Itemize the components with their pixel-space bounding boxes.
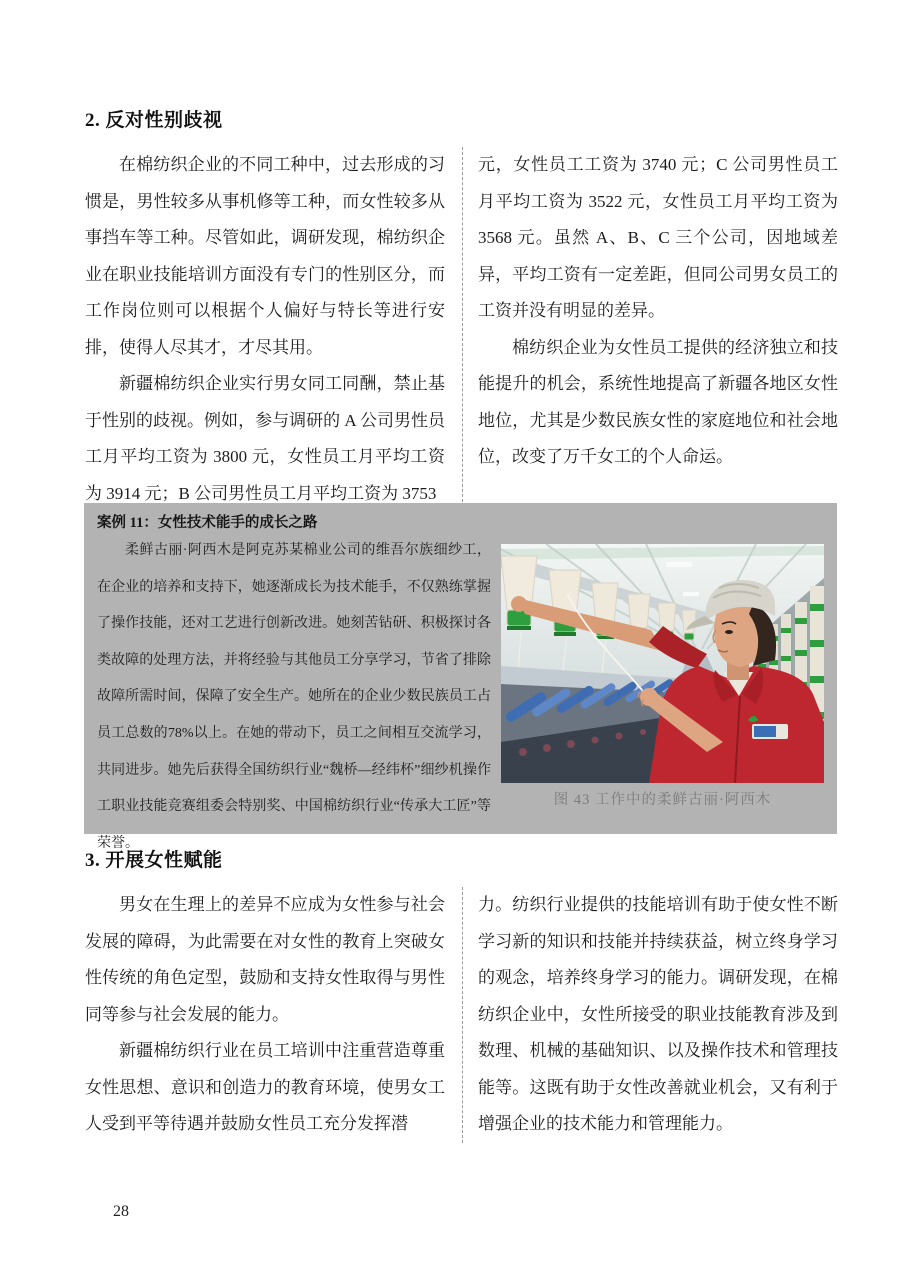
section-women-empowerment bbox=[85, 848, 838, 1143]
case-study-box bbox=[84, 503, 837, 851]
paragraph: 力。纺织行业提供的技能培训有助于使女性不断学习新的知识和技能并持续获益，树立终身学习的观念，培养终身学习的能力。调研发现，在棉纺织企业中，女性所接受的职业技能教育涉及到数理、机械的基础知识、以及操作技术和管理技能等。这既有助于女性改善就业机会，又有利于增强企业的技术能力和管理能力。 bbox=[478, 895, 838, 1133]
paragraph: 新疆棉纺织企业实行男女同工同酬，禁止基于性别的歧视。例如，参与调研的 A 公司男性员工月平均工资为 3800 元，女性员工月平均工资为 3914 元；B 公司男性员工月平均工资为 3753 bbox=[85, 374, 445, 503]
paragraph: 棉纺织企业为女性员工提供的经济独立和技能提升的机会，系统性地提高了新疆各地区女性地位，尤其是少数民族女性的家庭地位和社会地位，改变了万千女工的个人命运。 bbox=[478, 337, 838, 466]
left-column bbox=[85, 147, 445, 512]
section-3-heading: 3. 开展女性赋能 bbox=[85, 850, 223, 871]
column-divider bbox=[462, 887, 463, 1143]
right-column bbox=[478, 887, 838, 1143]
case-figure bbox=[501, 533, 824, 862]
case-content bbox=[97, 533, 824, 862]
paragraph: 新疆棉纺织行业在员工培训中注重营造尊重女性思想、意识和创造力的教育环境，使男女工人受到平等待遇并鼓励女性员工充分发挥潜 bbox=[85, 1041, 445, 1133]
factory-worker-photo bbox=[501, 544, 824, 783]
right-column bbox=[478, 147, 838, 512]
two-column-layout bbox=[85, 887, 838, 1143]
paragraph: 男女在生理上的差异不应成为女性参与社会发展的障碍，为此需要在对女性的教育上突破女性传统的角色定型，鼓励和支持女性取得与男性同等参与社会发展的能力。 bbox=[85, 895, 445, 1024]
case-title: 案例 11：女性技术能手的成长之路 bbox=[97, 515, 318, 531]
page-number: 28 bbox=[113, 1203, 129, 1220]
column-divider bbox=[462, 147, 463, 512]
paragraph: 在棉纺织企业的不同工种中，过去形成的习惯是，男性较多从事机修等工种，而女性较多从事挡车等工种。尽管如此，调研发现，棉纺织企业在职业技能培训方面没有专门的性别区分，而工作岗位则可以根据个人偏好与特长等进行安排，使得人尽其才，才尽其用。 bbox=[85, 155, 445, 357]
left-column bbox=[85, 887, 445, 1143]
case-body-text: 柔鲜古丽·阿西木是阿克苏某棉业公司的维吾尔族细纱工，在企业的培养和支持下，她逐渐成长为技术能手，不仅熟练掌握了操作技能，还对工艺进行创新改进。她刻苦钻研、积极探讨各类故障的处理方法，并将经验与其他员工分享学习，节省了排除故障所需时间，保障了安全生产。她所在的企业少数民族员工占员工总数的78%以上。在她的带动下，员工之间相互交流学习，共同进步。她先后获得全国纺织行业“魏桥—经纬杯”细纱机操作工职业技能竞赛组委会特别奖、中国棉纺织行业“传承大工匠”等荣誉。 bbox=[97, 543, 491, 851]
section-2-heading: 2. 反对性别歧视 bbox=[85, 110, 223, 131]
section-gender-discrimination bbox=[85, 108, 838, 512]
two-column-layout bbox=[85, 147, 838, 512]
paragraph: 元，女性员工工资为 3740 元；C 公司男性员工月平均工资为 3522 元，女性员工月平均工资为 3568 元。虽然 A、B、C 三个公司，因地域差异，平均工资有一定差距，但同公司男女员工的工资并没有明显的差异。 bbox=[478, 155, 838, 320]
photo-caption: 图 43 工作中的柔鲜古丽·阿西木 bbox=[553, 792, 772, 808]
